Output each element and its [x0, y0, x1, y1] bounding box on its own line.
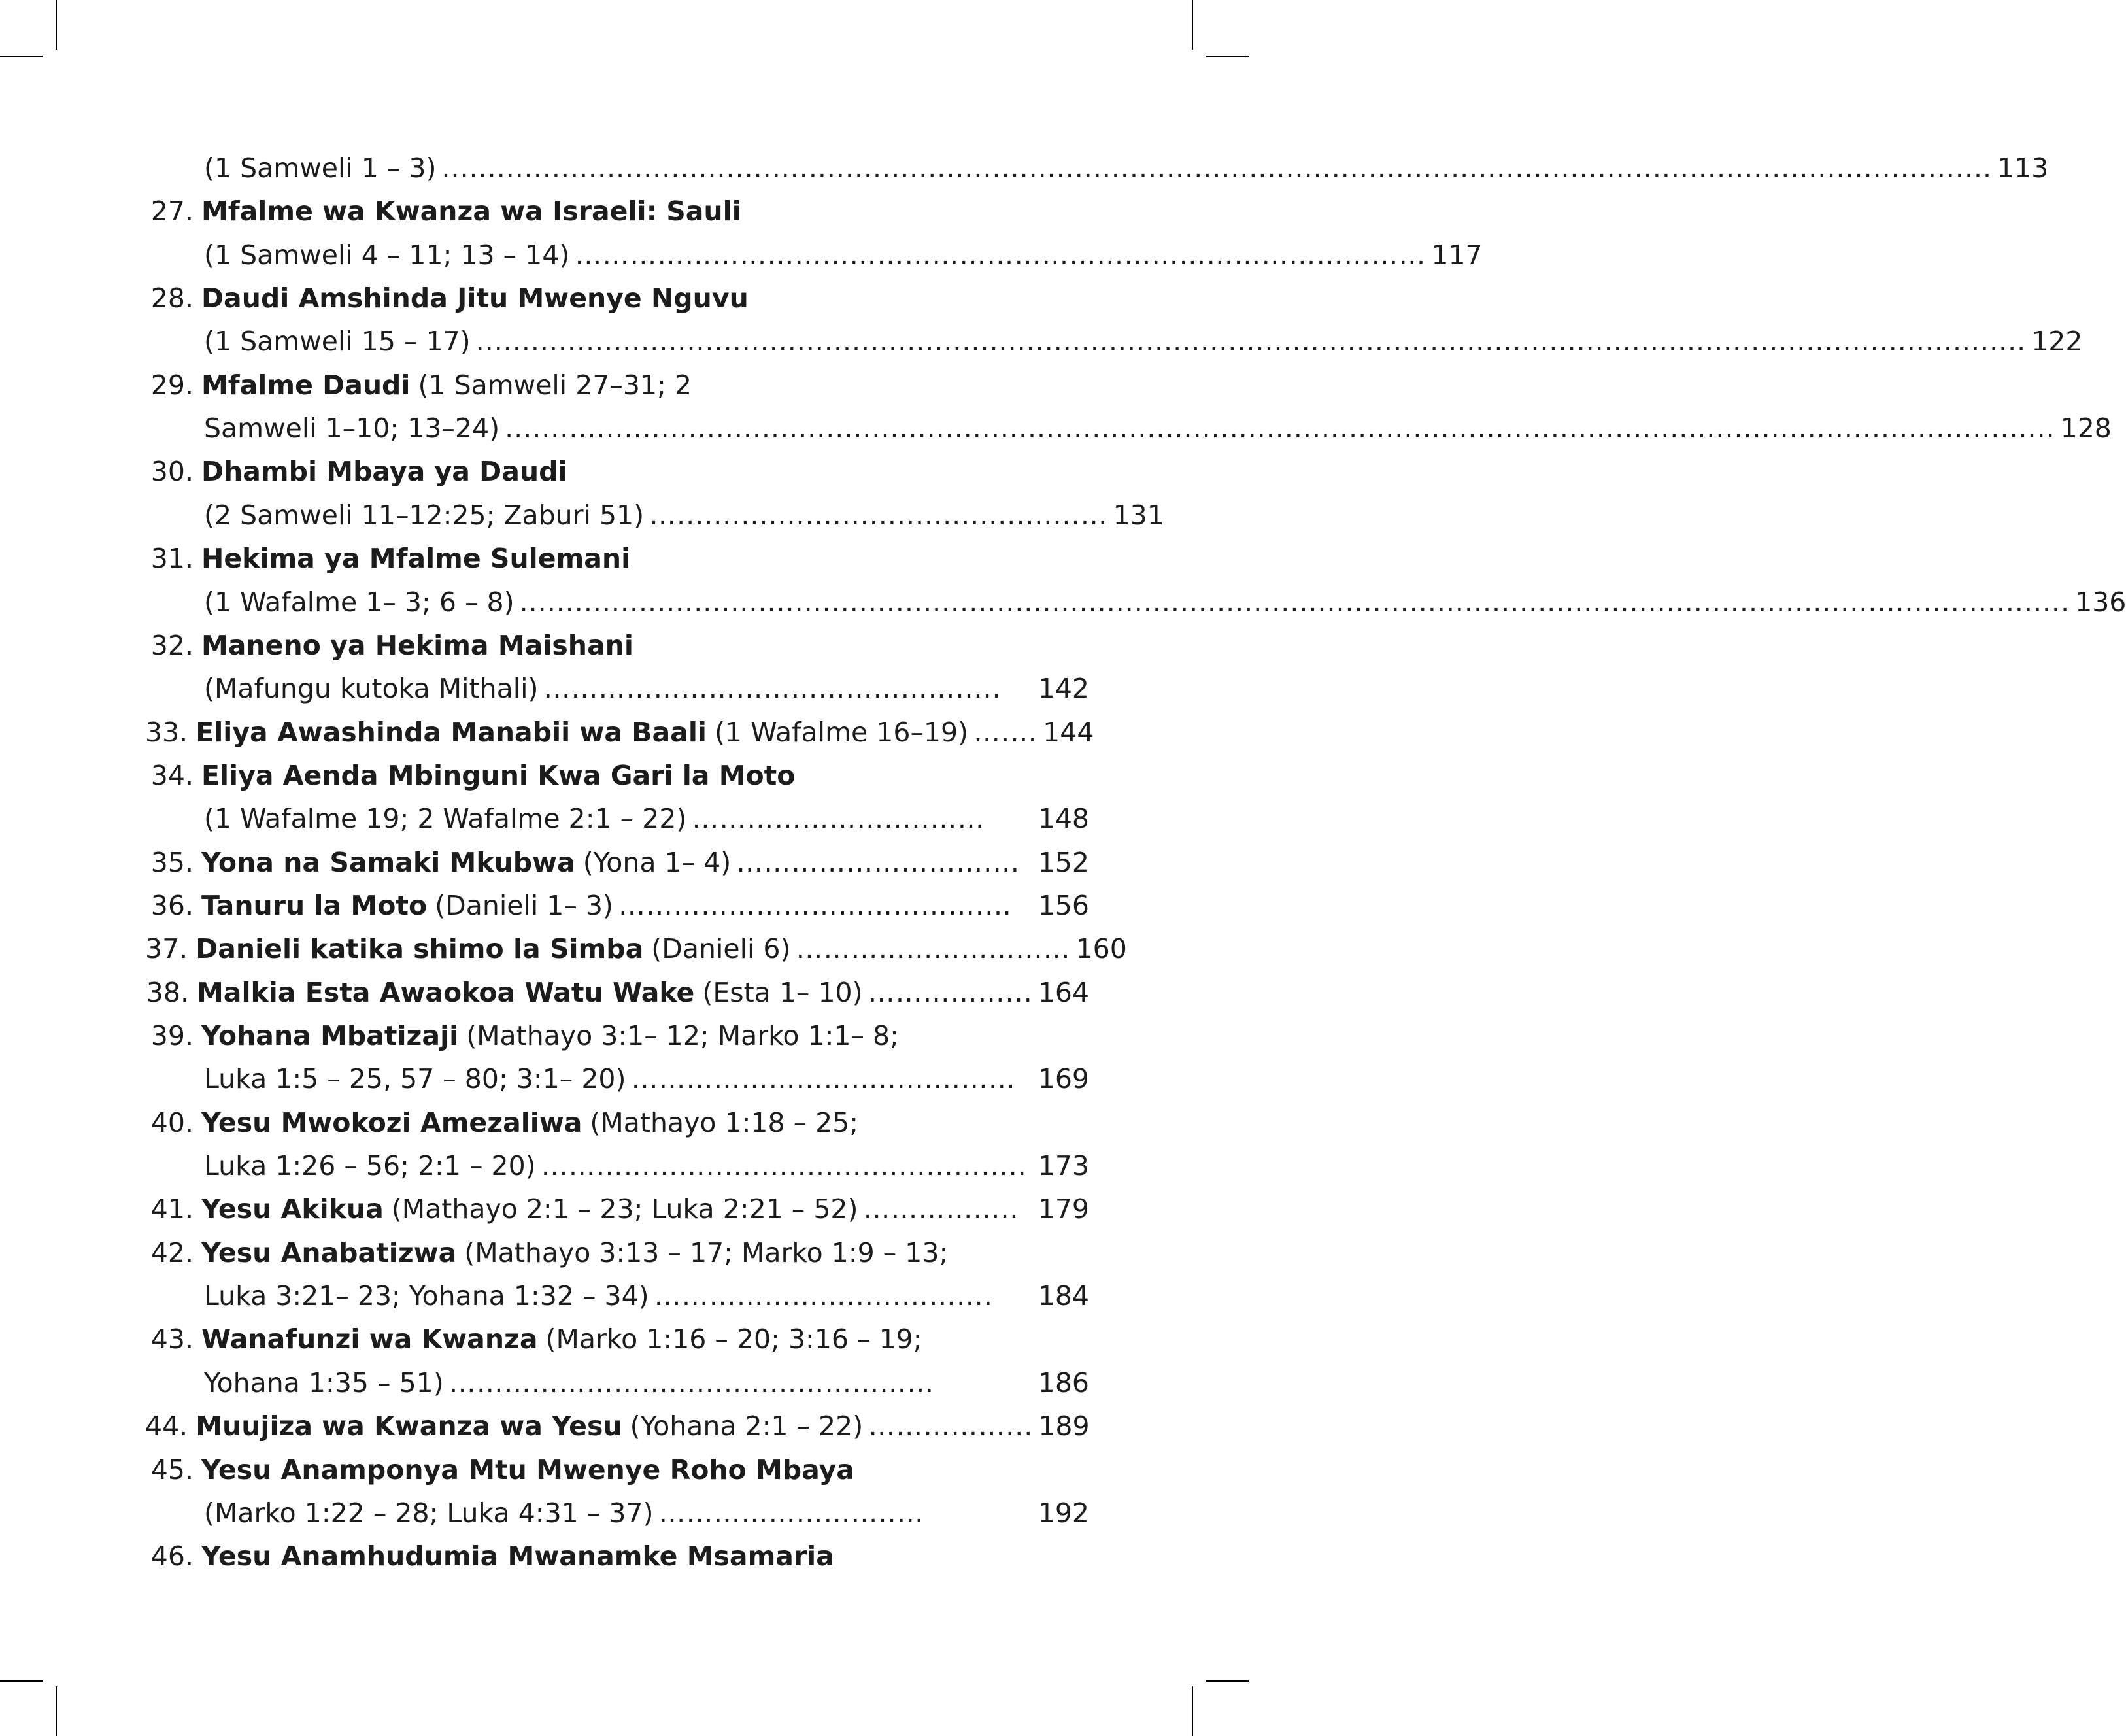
crop-mark-bottom-left-h	[0, 1680, 43, 1682]
entry-title: Maneno ya Hekima Maishani	[201, 630, 633, 661]
entry-title: Yesu Anamponya Mtu Mwenye Roho Mbaya	[201, 1454, 854, 1486]
entry-number: 40.	[150, 1107, 194, 1138]
entry-reference: (Mafungu kutoka Mithali)	[204, 673, 539, 704]
dot-leader: ………………………………….…	[618, 890, 1012, 921]
dot-leader: ………………...........................….....	[541, 1150, 1027, 1182]
page-number: 128	[2060, 413, 2112, 444]
entry-title: Yesu Anamhudumia Mwanamke Msamaria	[201, 1540, 834, 1572]
page-number: 152	[1038, 847, 1089, 878]
entry-number: 44.	[145, 1410, 188, 1442]
toc-line	[204, 667, 1089, 710]
entry-title: Yesu Mwokozi Amezaliwa	[201, 1107, 582, 1138]
toc-line	[145, 190, 741, 233]
entry-reference: (1 Samweli 27–31; 2	[418, 369, 692, 401]
entry-reference: (1 Wafalme 16–19)	[714, 717, 969, 748]
entry-number: 31.	[150, 543, 194, 574]
page-number: 186	[1038, 1367, 1089, 1399]
toc-line	[145, 1535, 834, 1578]
toc-line	[145, 364, 692, 407]
toc-line	[145, 841, 1089, 884]
entry-number: 45.	[150, 1454, 194, 1486]
crop-mark-bottom-right	[1192, 1686, 1193, 1736]
entry-number: 27.	[150, 196, 194, 227]
entry-reference: Luka 3:21– 23; Yohana 1:32 – 34)	[204, 1280, 649, 1312]
entry-title: Malkia Esta Awaokoa Watu Wake	[197, 977, 695, 1008]
entry-number: 30.	[150, 456, 194, 487]
crop-mark-top-right	[1192, 0, 1193, 50]
toc-line	[204, 407, 2112, 450]
entry-reference: (Yona 1– 4)	[582, 847, 732, 878]
crop-mark-bottom-right-h	[1206, 1680, 1249, 1682]
crop-mark-top-left	[56, 0, 57, 50]
entry-number: 28.	[150, 282, 194, 314]
page-number: 179	[1038, 1193, 1089, 1225]
dot-leader: …………………......……….	[654, 1280, 993, 1312]
toc-line	[204, 1491, 1089, 1535]
entry-number: 41.	[150, 1193, 194, 1225]
entry-reference: (1 Samweli 1 – 3)	[204, 152, 437, 184]
page-number: 136	[2075, 587, 2126, 618]
toc-line	[204, 320, 2083, 363]
dot-leader: .........................................................................................................................................................................	[519, 587, 2070, 618]
entry-reference: (Mathayo 3:1– 12; Marko 1:1– 8;	[466, 1020, 899, 1051]
dot-leader: ……………………..…	[658, 1497, 924, 1529]
toc-line	[204, 1274, 1089, 1318]
page-number: 144	[1043, 717, 1094, 748]
entry-reference: (2 Samweli 11–12:25; Zaburi 51)	[204, 500, 645, 531]
dot-leader: ……………...	[868, 1410, 1034, 1442]
entry-title: Daudi Amshinda Jitu Mwenye Nguvu	[201, 282, 749, 314]
entry-title: Muujiza wa Kwanza wa Yesu	[195, 1410, 622, 1442]
crop-mark-bottom-left	[56, 1686, 57, 1736]
dot-leader: …............................................…	[649, 500, 1108, 531]
toc-line	[145, 1404, 1089, 1448]
crop-mark-top-right-h	[1206, 56, 1249, 57]
entry-reference: Samweli 1–10; 13–24)	[204, 413, 500, 444]
page-number: 184	[1038, 1280, 1089, 1312]
entry-reference: (Marko 1:22 – 28; Luka 4:31 – 37)	[204, 1497, 654, 1529]
toc-line	[145, 1448, 854, 1491]
entry-title: Dhambi Mbaya ya Daudi	[201, 456, 567, 487]
entry-number: 35.	[150, 847, 194, 878]
entry-reference: (1 Wafalme 1– 3; 6 – 8)	[204, 587, 515, 618]
entry-number: 37.	[145, 933, 188, 964]
dot-leader: ……………………….........……	[631, 1063, 1016, 1095]
entry-number: 36.	[150, 890, 194, 921]
dot-leader: ……………...	[868, 977, 1033, 1008]
entry-reference: Luka 1:26 – 56; 2:1 – 20)	[204, 1150, 536, 1182]
toc-line	[204, 1144, 1089, 1187]
toc-line	[204, 797, 1089, 840]
toc-line	[145, 1101, 858, 1144]
entry-title: Yesu Anabatizwa	[201, 1237, 457, 1268]
entry-number: 39.	[150, 1020, 194, 1051]
toc-line	[145, 1231, 948, 1274]
dot-leader: ……………………………………….....	[543, 673, 1002, 704]
entry-reference: (1 Wafalme 19; 2 Wafalme 2:1 – 22)	[204, 803, 687, 834]
dot-leader: ……………………….…	[736, 847, 1021, 878]
dot-leader: ….…	[973, 717, 1038, 748]
toc-line	[204, 1361, 1089, 1404]
page-number: 189	[1038, 1410, 1090, 1442]
toc-line	[204, 494, 1164, 537]
entry-number: 33.	[145, 717, 188, 748]
entry-title: Danieli katika shimo la Simba	[195, 933, 644, 964]
dot-leader: .........................................................................................................................................................................	[475, 326, 2027, 357]
entry-reference: (Danieli 6)	[651, 933, 791, 964]
toc-line	[145, 711, 1094, 754]
entry-number: 29.	[150, 369, 194, 401]
page-number: 169	[1038, 1063, 1089, 1095]
entry-title: Mfalme wa Kwanza wa Israeli: Sauli	[201, 196, 741, 227]
dot-leader: ……………………...…	[796, 933, 1071, 964]
page-number: 192	[1038, 1497, 1089, 1529]
page-number: 164	[1038, 977, 1089, 1008]
page-number: 113	[1997, 152, 2049, 184]
toc-line	[204, 1057, 1089, 1100]
entry-reference: Luka 1:5 – 25, 57 – 80; 3:1– 20)	[204, 1063, 626, 1095]
page-number: 160	[1075, 933, 1127, 964]
entry-number: 46.	[150, 1540, 194, 1572]
entry-title: Eliya Aenda Mbinguni Kwa Gari la Moto	[201, 760, 796, 791]
page-number: 122	[2031, 326, 2083, 357]
toc-line	[145, 277, 749, 320]
entry-reference: (Mathayo 1:18 – 25;	[590, 1107, 859, 1138]
entry-title: Tanuru la Moto	[201, 890, 428, 921]
entry-reference: (Danieli 1– 3)	[435, 890, 613, 921]
toc-line	[204, 233, 1483, 277]
toc-line	[145, 754, 795, 797]
page-number: 131	[1113, 500, 1164, 531]
entry-number: 43.	[150, 1323, 194, 1355]
page-number: 142	[1038, 673, 1089, 704]
entry-reference: (1 Samweli 4 – 11; 13 – 14)	[204, 239, 570, 271]
entry-number: 34.	[150, 760, 194, 791]
entry-title: Yona na Samaki Mkubwa	[201, 847, 575, 878]
toc-line	[145, 537, 630, 580]
dot-leader: ……………..	[863, 1193, 1019, 1225]
toc-line	[145, 450, 567, 493]
entry-reference: (Marko 1:16 – 20; 3:16 – 19;	[545, 1323, 922, 1355]
toc-line	[204, 146, 2049, 190]
dot-leader: ………………….....……	[692, 803, 985, 834]
page-number: 173	[1038, 1150, 1089, 1182]
entry-title: Hekima ya Mfalme Sulemani	[201, 543, 631, 574]
entry-reference: (Esta 1– 10)	[702, 977, 863, 1008]
toc-line	[145, 1014, 899, 1057]
entry-reference: Yohana 1:35 – 51)	[204, 1367, 444, 1399]
page-number: 148	[1038, 803, 1089, 834]
entry-reference: (Mathayo 2:1 – 23; Luka 2:21 – 52)	[391, 1193, 858, 1225]
entry-reference: (1 Samweli 15 – 17)	[204, 326, 471, 357]
entry-reference: (Mathayo 3:13 – 17; Marko 1:9 – 13;	[464, 1237, 949, 1268]
toc-line	[204, 581, 2126, 624]
toc-line	[145, 1318, 922, 1361]
page-number: 117	[1431, 239, 1483, 271]
dot-leader: ……………………..............……………	[448, 1367, 935, 1399]
entry-title: Mfalme Daudi	[201, 369, 411, 401]
toc-line	[145, 971, 1089, 1014]
toc-line	[145, 927, 1127, 970]
entry-number: 42.	[150, 1237, 194, 1268]
entry-number: 38.	[146, 977, 189, 1008]
entry-reference: (Yohana 2:1 – 22)	[630, 1410, 864, 1442]
toc-line	[145, 624, 633, 667]
entry-title: Yesu Akikua	[201, 1193, 384, 1225]
dot-leader: .........................................................................................................................................................................	[441, 152, 1993, 184]
entry-title: Yohana Mbatizaji	[201, 1020, 459, 1051]
toc-line	[145, 1187, 1089, 1231]
entry-title: Eliya Awashinda Manabii wa Baali	[195, 717, 707, 748]
page-number: 156	[1038, 890, 1089, 921]
dot-leader: .........................................................................................................................................................................	[505, 413, 2055, 444]
toc-line	[145, 884, 1089, 927]
entry-number: 32.	[150, 630, 194, 661]
dot-leader: …………………………………………………………………………………	[575, 239, 1426, 271]
crop-mark-top-left-h	[0, 56, 43, 57]
entry-title: Wanafunzi wa Kwanza	[201, 1323, 538, 1355]
